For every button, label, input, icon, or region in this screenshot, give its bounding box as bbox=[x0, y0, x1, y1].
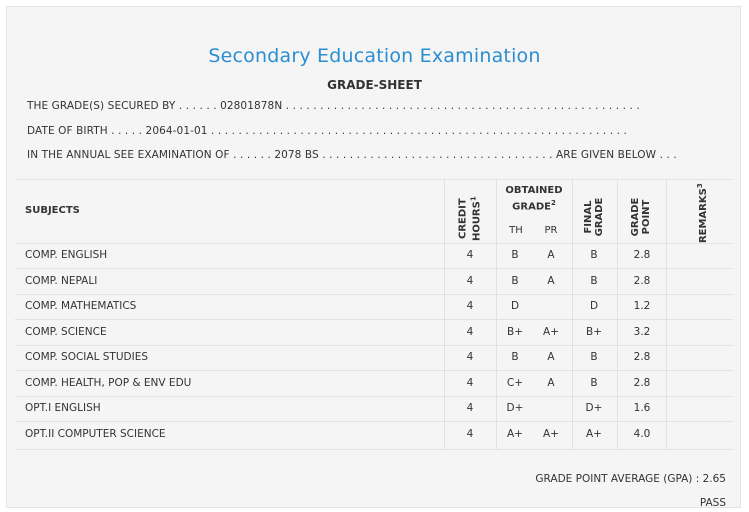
col-divider bbox=[444, 179, 445, 449]
header-subjects: SUBJECTS bbox=[25, 205, 80, 216]
row-divider bbox=[15, 319, 733, 320]
final-grade: D bbox=[589, 300, 599, 312]
practical-grade: A bbox=[547, 377, 555, 389]
symbol-number-line: THE GRADE(S) SECURED BY . . . . . . 02801878N . . . . . . . . . . . . . . . . . . . . . . . . . . . . . . . . . . . . . . . . . . . . . . . . . . . . bbox=[27, 100, 640, 112]
theory-grade: B bbox=[511, 275, 519, 287]
credit-hours: 4 bbox=[466, 428, 474, 440]
final-grade: B bbox=[590, 275, 598, 287]
grade-point: 2.8 bbox=[633, 249, 651, 261]
subject-name: OPT.II COMPUTER SCIENCE bbox=[25, 428, 166, 440]
row-divider bbox=[15, 421, 733, 422]
grade-point: 3.2 bbox=[633, 326, 651, 338]
header-pr: PR bbox=[544, 225, 558, 236]
theory-grade: C+ bbox=[506, 377, 524, 389]
subject-name: COMP. SCIENCE bbox=[25, 326, 107, 338]
exam-title: Secondary Education Examination bbox=[208, 45, 541, 67]
final-grade: D+ bbox=[585, 402, 603, 414]
practical-grade: A bbox=[547, 275, 555, 287]
final-grade: B bbox=[590, 249, 598, 261]
theory-grade: B bbox=[511, 351, 519, 363]
final-grade: B bbox=[590, 351, 598, 363]
theory-grade: B+ bbox=[506, 326, 523, 338]
header-credit-hours: CREDIT HOURS$^1$ bbox=[457, 196, 483, 242]
col-divider bbox=[666, 179, 667, 449]
credit-hours: 4 bbox=[466, 275, 474, 287]
header-final-grade: FINAL GRADE bbox=[583, 197, 605, 237]
table-header-border bbox=[15, 243, 733, 244]
practical-grade: A+ bbox=[543, 326, 559, 338]
gpa-summary: GRADE POINT AVERAGE (GPA) : 2.65 bbox=[535, 473, 726, 485]
grade-point: 1.6 bbox=[633, 402, 651, 414]
row-divider bbox=[15, 396, 733, 397]
grade-point: 4.0 bbox=[633, 428, 651, 440]
credit-hours: 4 bbox=[466, 377, 474, 389]
row-divider bbox=[15, 268, 733, 269]
col-divider bbox=[572, 179, 573, 449]
table-top-border bbox=[15, 179, 733, 180]
exam-year-line: IN THE ANNUAL SEE EXAMINATION OF . . . . . . 2078 BS . . . . . . . . . . . . . . . . . . . . . . . . . . . . . . . . . . ARE GIVEN BELOW . . . bbox=[27, 149, 677, 161]
credit-hours: 4 bbox=[466, 300, 474, 312]
final-grade: A+ bbox=[586, 428, 602, 440]
final-grade: B bbox=[590, 377, 598, 389]
row-divider bbox=[15, 370, 733, 371]
subject-name: COMP. MATHEMATICS bbox=[25, 300, 137, 312]
date-of-birth-line: DATE OF BIRTH . . . . . 2064-01-01 . . . . . . . . . . . . . . . . . . . . . . . . . . . . . . . . . . . . . . . . . . . . . . . . . . . . . . . . . . . . . bbox=[27, 125, 627, 137]
header-th: TH bbox=[509, 225, 523, 236]
theory-grade: D+ bbox=[506, 402, 524, 414]
subject-name: COMP. NEPALI bbox=[25, 275, 98, 287]
credit-hours: 4 bbox=[466, 249, 474, 261]
grade-point: 2.8 bbox=[633, 377, 651, 389]
subject-name: OPT.I ENGLISH bbox=[25, 402, 101, 414]
col-divider bbox=[617, 179, 618, 449]
table-bottom-border bbox=[15, 449, 733, 450]
credit-hours: 4 bbox=[466, 351, 474, 363]
grade-point: 1.2 bbox=[633, 300, 651, 312]
grade-point: 2.8 bbox=[633, 351, 651, 363]
practical-grade: A bbox=[547, 351, 555, 363]
credit-hours: 4 bbox=[466, 402, 474, 414]
final-grade: B+ bbox=[585, 326, 602, 338]
theory-grade: A+ bbox=[507, 428, 523, 440]
practical-grade: A bbox=[547, 249, 555, 261]
row-divider bbox=[15, 345, 733, 346]
grade-point: 2.8 bbox=[633, 275, 651, 287]
grade-sheet bbox=[6, 6, 741, 508]
credit-hours: 4 bbox=[466, 326, 474, 338]
header-remarks: REMARKS$^3$ bbox=[695, 183, 710, 244]
theory-grade: B bbox=[511, 249, 519, 261]
subject-name: COMP. ENGLISH bbox=[25, 249, 108, 261]
sheet-subtitle: GRADE-SHEET bbox=[327, 78, 422, 92]
subject-name: COMP. HEALTH, POP & ENV EDU bbox=[25, 377, 192, 389]
header-obtained-grade: OBTAINED GRADE$^2$ bbox=[505, 185, 563, 213]
practical-grade: A+ bbox=[543, 428, 559, 440]
subject-name: COMP. SOCIAL STUDIES bbox=[25, 351, 149, 363]
row-divider bbox=[15, 294, 733, 295]
result-status: PASS bbox=[699, 497, 726, 509]
theory-grade: D bbox=[510, 300, 520, 312]
header-grade-point: GRADE POINT bbox=[630, 197, 652, 237]
